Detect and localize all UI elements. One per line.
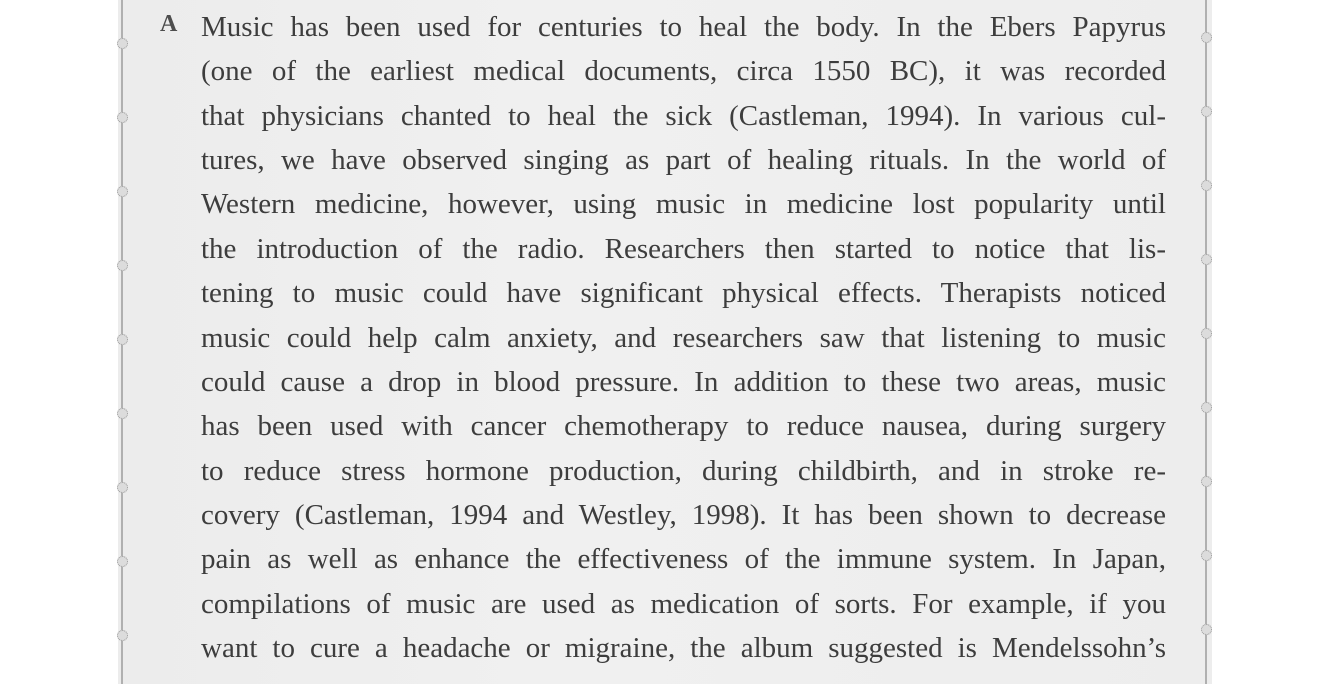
border-ornament-icon (1201, 550, 1212, 561)
text-line: tening to music could have significant physical effects. Therapists noticed (201, 277, 1166, 309)
border-ornament-icon (1201, 624, 1212, 635)
border-ornament-icon (117, 38, 128, 49)
border-ornament-icon (1201, 254, 1212, 265)
text-line: has been used with cancer chemotherapy to reduce nausea, during surgery (201, 410, 1166, 442)
border-ornament-icon (1201, 106, 1212, 117)
section-letter: A (160, 11, 178, 37)
border-ornament-icon (117, 112, 128, 123)
border-ornament-icon (117, 408, 128, 419)
border-ornament-icon (1201, 476, 1212, 487)
right-border-line (1205, 0, 1207, 684)
text-line: Music has been used for centuries to heal the body. In the Ebers Papyrus (201, 11, 1166, 43)
border-ornament-icon (117, 482, 128, 493)
border-ornament-icon (117, 334, 128, 345)
text-line: pain as well as enhance the effectiveness of the immune system. In Japan, (201, 543, 1166, 575)
border-ornament-icon (1201, 402, 1212, 413)
text-line: want to cure a headache or migraine, the album suggested is Mendelssohn’s (201, 632, 1166, 664)
text-line: to reduce stress hormone production, during childbirth, and in stroke re- (201, 455, 1166, 487)
text-line: music could help calm anxiety, and researchers saw that listening to music (201, 322, 1166, 354)
text-line: (one of the earliest medical documents, circa 1550 BC), it was recorded (201, 55, 1166, 87)
text-line: tures, we have observed singing as part of healing rituals. In the world of (201, 144, 1166, 176)
text-line: compilations of music are used as medication of sorts. For example, if you (201, 588, 1166, 620)
border-ornament-icon (1201, 328, 1212, 339)
text-line: could cause a drop in blood pressure. In addition to these two areas, music (201, 366, 1166, 398)
border-ornament-icon (117, 556, 128, 567)
text-line: the introduction of the radio. Researchers then started to notice that lis- (201, 233, 1166, 265)
border-ornament-icon (1201, 180, 1212, 191)
border-ornament-icon (117, 260, 128, 271)
border-ornament-icon (117, 186, 128, 197)
text-line: Western medicine, however, using music in medicine lost popularity until (201, 188, 1166, 220)
border-ornament-icon (1201, 32, 1212, 43)
text-line: that physicians chanted to heal the sick (Castleman, 1994). In various cul- (201, 100, 1166, 132)
text-line: covery (Castleman, 1994 and Westley, 1998). It has been shown to decrease (201, 499, 1166, 531)
border-ornament-icon (117, 630, 128, 641)
